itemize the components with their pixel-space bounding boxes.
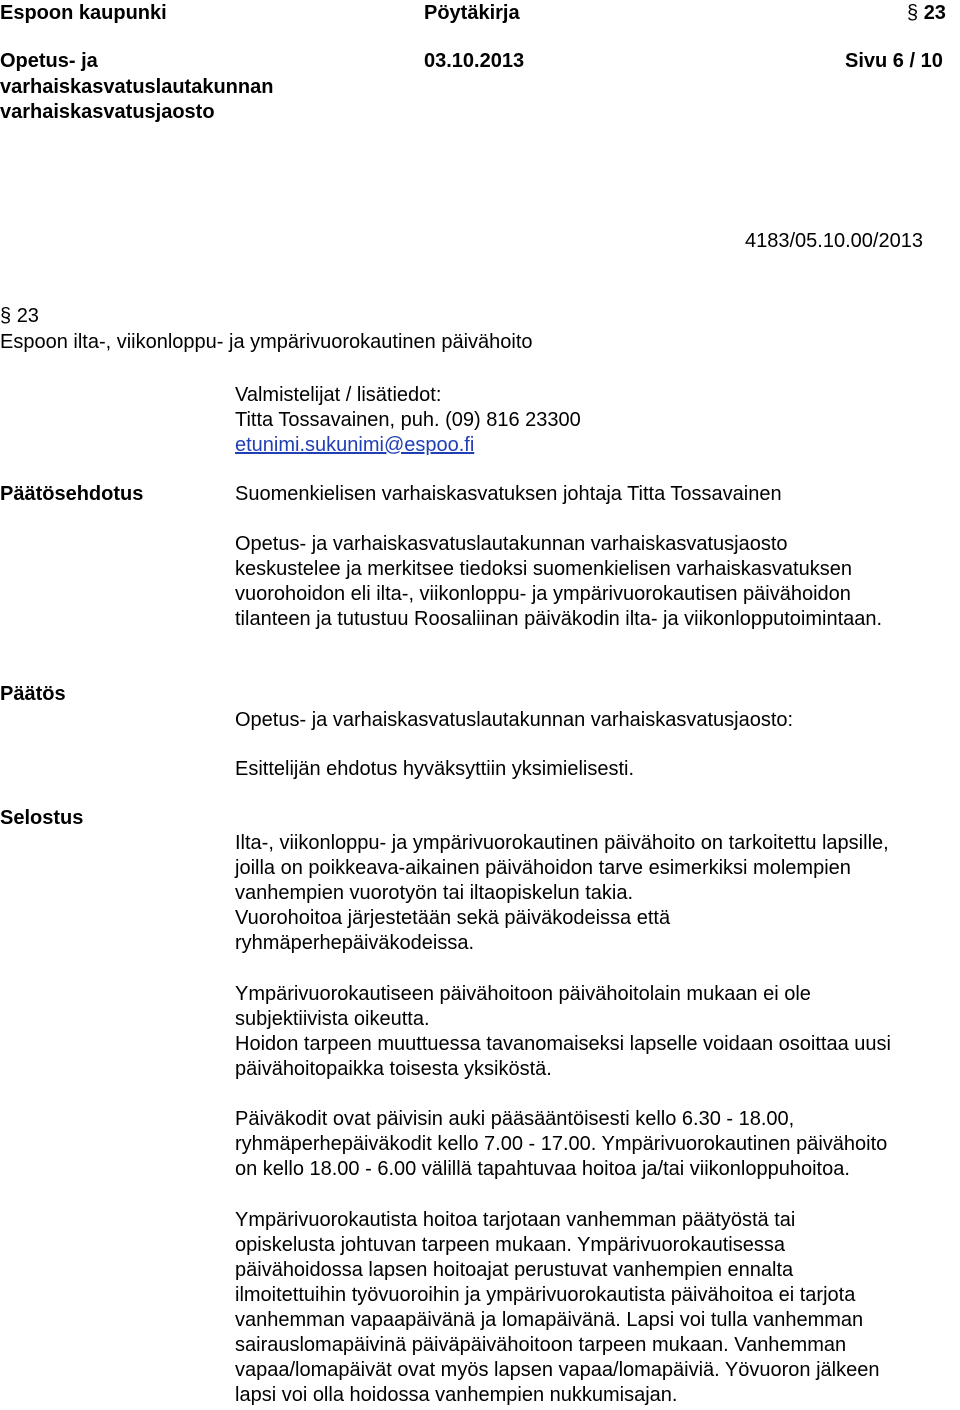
explanation-paragraph-4 [235, 1208, 879, 1408]
proposal-heading: Päätösehdotus [0, 483, 144, 505]
paragraph-line: Ilta-, viikonloppu- ja ympärivuorokautinen päivähoito on tarkoitettu lapsille, [235, 832, 889, 854]
paragraph-line: vanhempien vuorotyön tai iltaopiskelun takia. [235, 882, 634, 904]
body-line-3: varhaiskasvatusjaosto [0, 101, 215, 123]
org-name: Espoon kaupunki [0, 2, 167, 24]
paragraph-line: ilmoitettuihin työvuoroihin ja ympärivuorokautista päivähoitoa ei tarjota [235, 1284, 856, 1306]
paragraph-line: Hoidon tarpeen muuttuessa tavanomaiseksi lapselle voidaan osoittaa uusi [235, 1033, 891, 1055]
proposal-text [235, 532, 882, 632]
proposal-line: vuorohoidon eli ilta-, viikonloppu- ja ympärivuorokautisen päivähoidon [235, 583, 851, 605]
meeting-date: 03.10.2013 [424, 50, 525, 72]
doc-type: Pöytäkirja [424, 2, 520, 24]
preparers-label: Valmistelijat / lisätiedot: [235, 384, 442, 406]
paragraph-line: Ympärivuorokautista hoitoa tarjotaan vanhemman päätyöstä tai [235, 1209, 796, 1231]
body-line-2: varhaiskasvatuslautakunnan [0, 76, 274, 98]
proposal-presenter: Suomenkielisen varhaiskasvatuksen johtaja Titta Tossavainen [235, 483, 782, 505]
paragraph-line: Vuorohoitoa järjestetään sekä päiväkodeissa että [235, 907, 671, 929]
body-line-1: Opetus- ja [0, 50, 98, 72]
explanation-heading: Selostus [0, 807, 84, 829]
item-title: Espoon ilta-, viikonloppu- ja ympärivuorokautinen päivähoito [0, 331, 533, 353]
paragraph-line: vapaa/lomapäivät ovat myös lapsen vapaa/lomapäiviä. Yövuoron jälkeen [235, 1359, 880, 1381]
paragraph-line: sairauslomapäivinä päiväpäivähoitoon tarpeen mukaan. Vanhemman [235, 1334, 847, 1356]
item-number: § 23 [0, 305, 39, 327]
file-number: 4183/05.10.00/2013 [745, 230, 923, 252]
proposal-line: keskustelee ja merkitsee tiedoksi suomenkielisen varhaiskasvatuksen [235, 558, 852, 580]
section-sign-icon: § [907, 2, 919, 24]
paragraph-line: Ympärivuorokautiseen päivähoitoon päivähoitolain mukaan ei ole [235, 983, 811, 1005]
paragraph-line: opiskelusta johtuvan tarpeen mukaan. Ympärivuorokautisessa [235, 1234, 785, 1256]
header-section-number: § 23 [907, 2, 946, 24]
decision-body: Opetus- ja varhaiskasvatuslautakunnan varhaiskasvatusjaosto: [235, 709, 794, 731]
proposal-line: Opetus- ja varhaiskasvatuslautakunnan varhaiskasvatusjaosto [235, 533, 788, 555]
paragraph-line: päivähoitopaikka toisesta yksiköstä. [235, 1058, 552, 1080]
proposal-line: tilanteen ja tutustuu Roosaliinan päiväkodin ilta- ja viikonlopputoimintaan. [235, 608, 883, 630]
section-sign-icon: § [0, 305, 12, 327]
paragraph-line: ryhmäperhepäiväkodit kello 7.00 - 17.00. Ympärivuorokautinen päivähoito [235, 1133, 888, 1155]
explanation-paragraph-2 [235, 982, 891, 1082]
paragraph-line: lapsi voi olla hoidossa vanhempien nukkumisajan. [235, 1384, 678, 1406]
explanation-paragraph-1 [235, 831, 889, 956]
decision-result: Esittelijän ehdotus hyväksyttiin yksimielisesti. [235, 758, 635, 780]
preparer-name-phone: Titta Tossavainen, puh. (09) 816 23300 [235, 409, 581, 431]
paragraph-line: Päiväkodit ovat päivisin auki pääsääntöisesti kello 6.30 - 18.00, [235, 1108, 795, 1130]
page-number: Sivu 6 / 10 [845, 50, 943, 72]
paragraph-line: päivähoidossa lapsen hoitoajat perustuvat vanhempien ennalta [235, 1259, 794, 1281]
paragraph-line: subjektiivista oikeutta. [235, 1008, 430, 1030]
paragraph-line: joilla on poikkeava-aikainen päivähoidon tarve esimerkiksi molempien [235, 857, 851, 879]
paragraph-line: ryhmäperhepäiväkodeissa. [235, 932, 475, 954]
paragraph-line: on kello 18.00 - 6.00 välillä tapahtuvaa hoitoa ja/tai viikonloppuhoitoa. [235, 1158, 850, 1180]
explanation-paragraph-3 [235, 1107, 887, 1182]
preparer-email-link[interactable]: etunimi.sukunimi@espoo.fi [235, 434, 475, 456]
paragraph-line: vanhemman vapaapäivänä ja lomapäivänä. Lapsi voi tulla vanhemman [235, 1309, 864, 1331]
decision-heading: Päätös [0, 683, 66, 705]
